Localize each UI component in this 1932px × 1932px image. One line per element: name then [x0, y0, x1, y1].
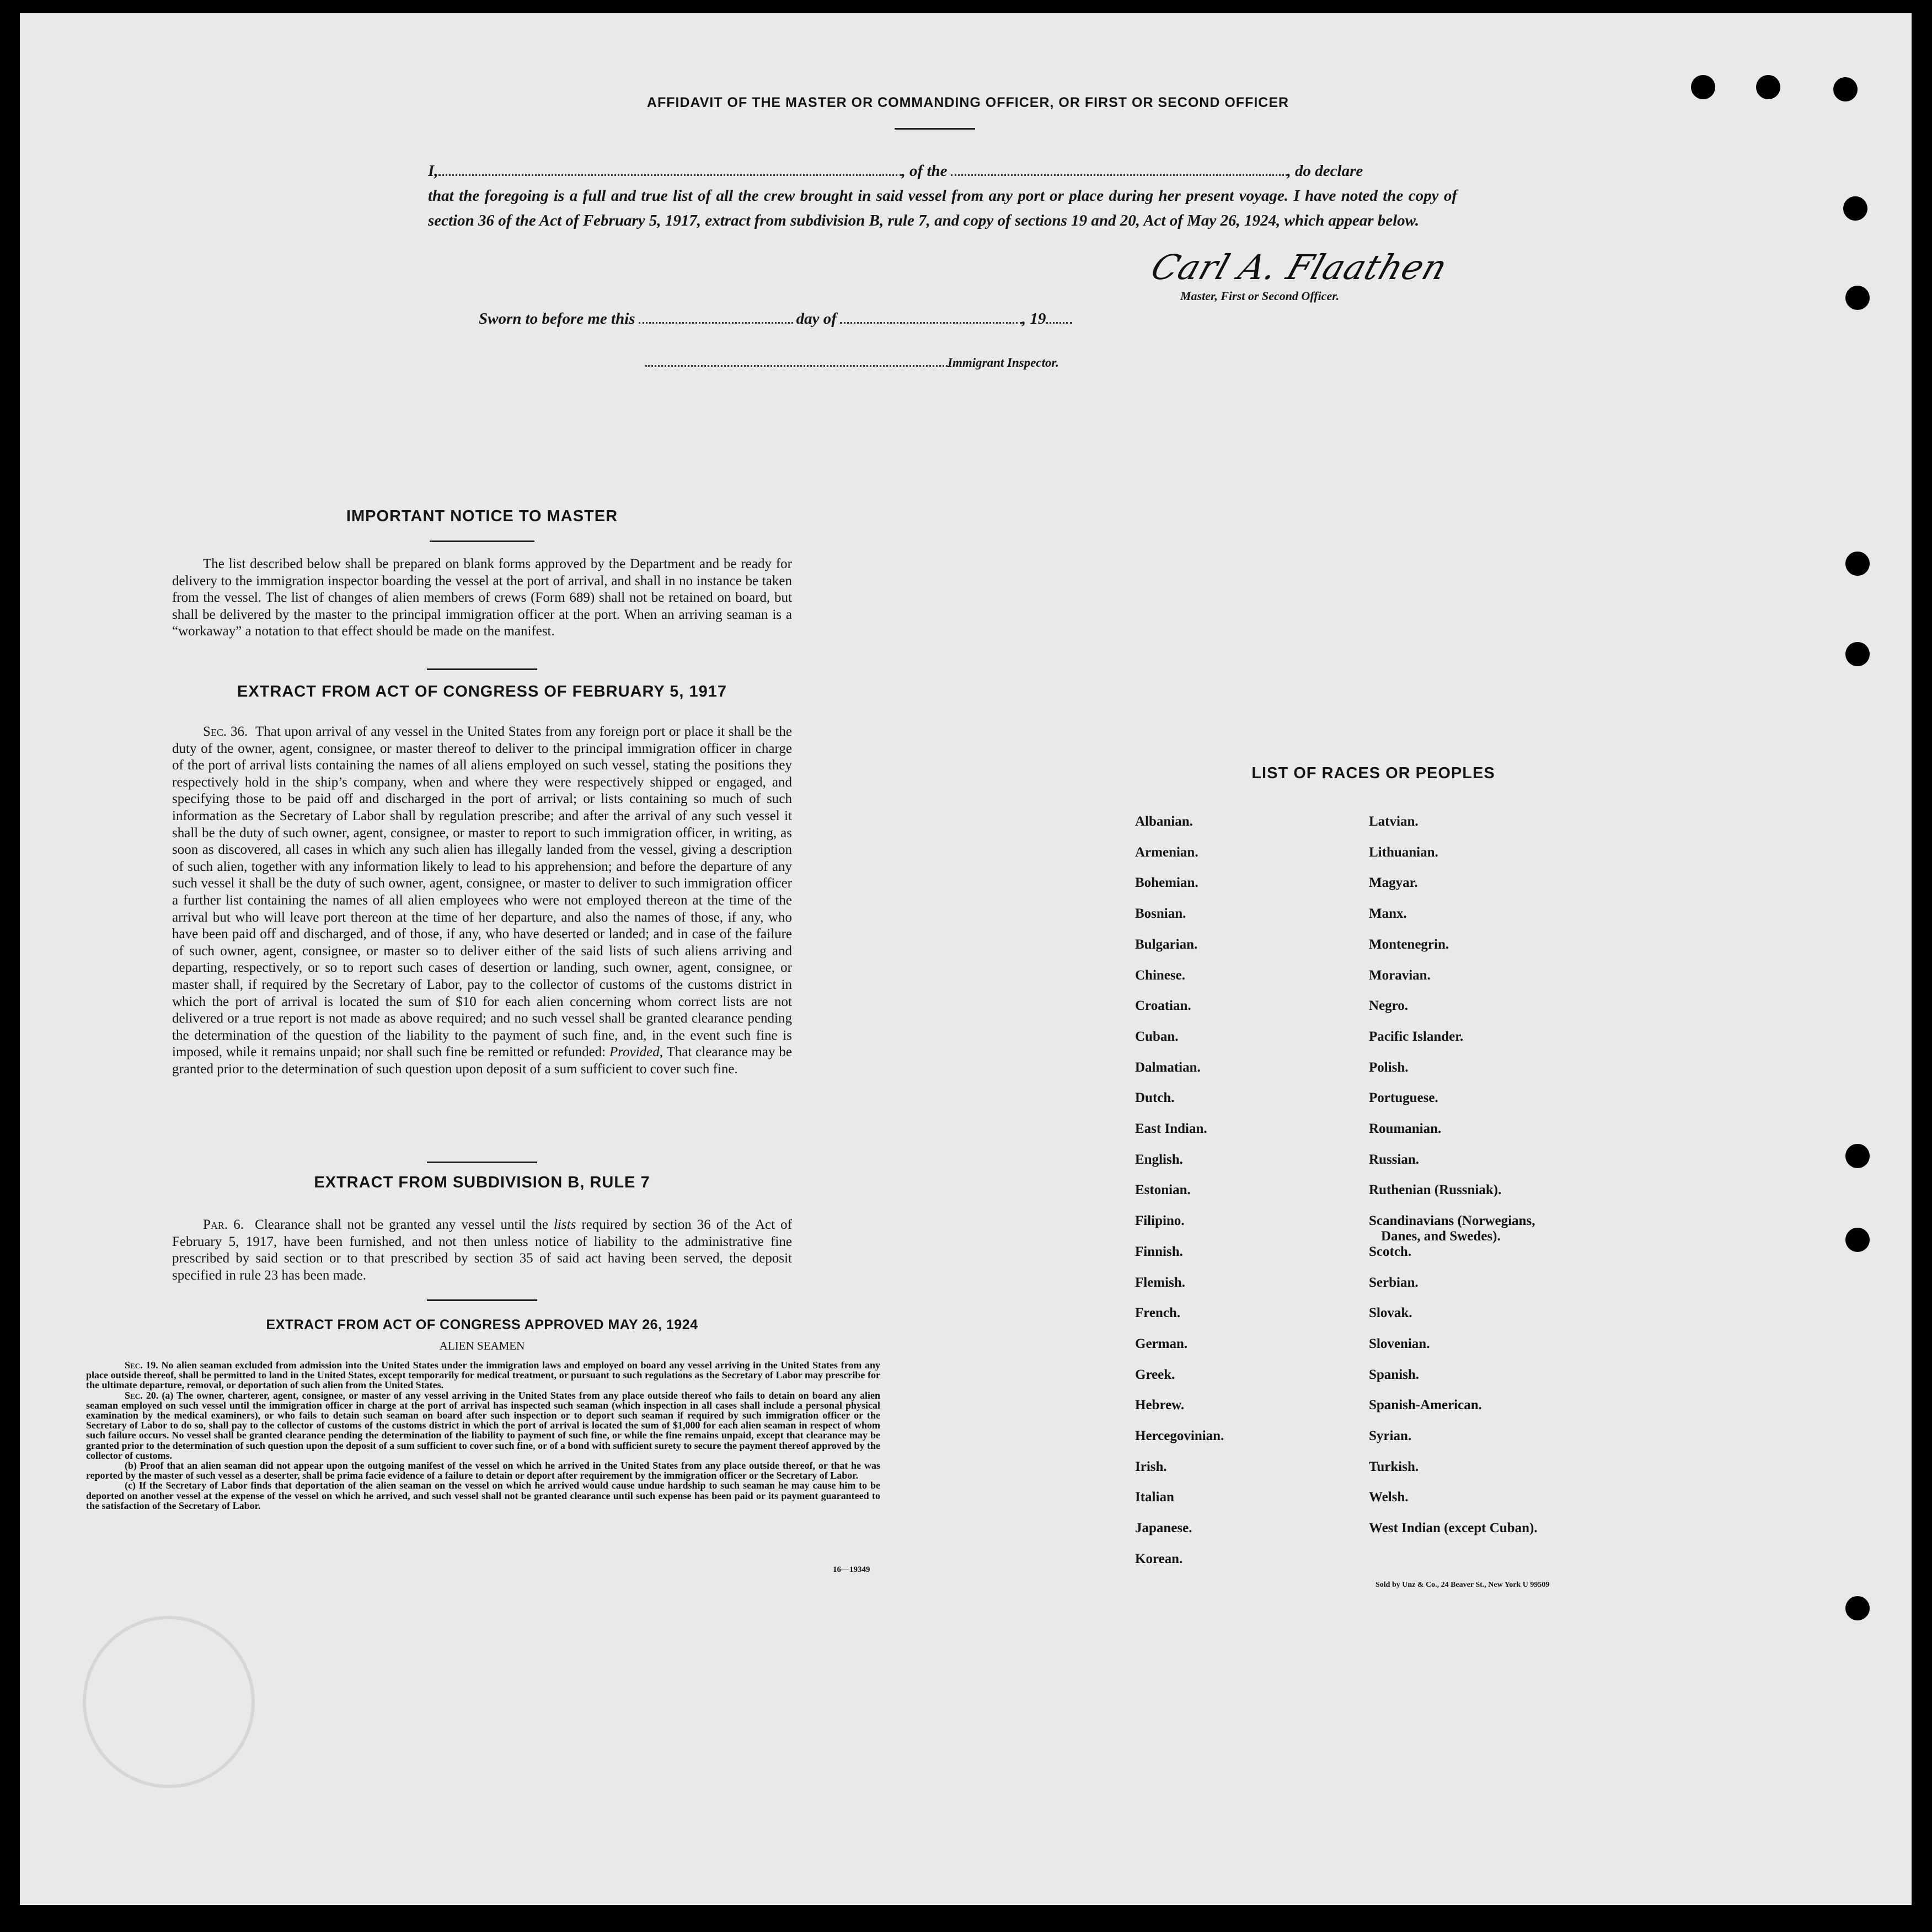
race-item: Lithuanian. [1369, 844, 1438, 860]
punch-hole-4 [1843, 196, 1867, 221]
race-item: Roumanian. [1369, 1121, 1442, 1136]
notice-body: The list described below shall be prepared on blank forms approved by the Department and be ready for delivery to the immigration inspector boarding the vessel at the port of arrival, and shall in no instance be taken from the vessel. The list of changes of alien members of crews (Form 689) shall not be retained on board, but shall be delivered by the master to the principal immigration officer at the port. When an arriving seaman is a “workaway” a notation to that effect should be made on the manifest. [172, 556, 792, 639]
race-item: Syrian. [1369, 1428, 1412, 1443]
extract-1917-heading: EXTRACT FROM ACT OF CONGRESS OF FEBRUARY 5, 1917 [237, 683, 727, 700]
rule7-text-a: Clearance shall not be granted any vessel until the [255, 1217, 548, 1232]
inspector-line [645, 353, 1059, 370]
race-item: Scotch. [1369, 1244, 1412, 1259]
race-item: Negro. [1369, 998, 1409, 1014]
affidavit-body: that the foregoing is a full and true list of all the crew brought in said vessel from any port or place during her present voyage. I have noted the copy of section 36 of the Act of February 5, 1917, extract from subdivision B, rule 7, and copy of sections 19 and 20, Act of May 26, 1924, which appear below. [428, 187, 1457, 229]
sec-19-text: No alien seaman excluded from admission into the United States under the immigration laws and employed on board any vessel arriving in the United States from any place outside thereof, shall be permitted to land in the United States, except temporarily for medical treatment, or pursuant to such regulations as the Secretary of Labor may prescribe for the ultimate departure, removal, or deportation of such alien from the United States. [86, 1360, 881, 1391]
race-item: East Indian. [1135, 1121, 1207, 1136]
embossed-seal [83, 1616, 255, 1788]
punch-hole-2 [1756, 75, 1780, 99]
race-item: Albanian. [1135, 814, 1193, 829]
affidavit-i-label: I, [428, 162, 438, 180]
race-item: English. [1135, 1152, 1183, 1167]
race-item: Slovak. [1369, 1305, 1412, 1321]
race-item: Dutch. [1135, 1090, 1175, 1106]
sworn-year-blank[interactable] [1046, 310, 1072, 324]
race-item: Serbian. [1369, 1275, 1419, 1290]
notice-heading-rule [430, 540, 534, 542]
divider-1 [427, 668, 537, 670]
race-item: Spanish. [1369, 1367, 1420, 1382]
alien-seamen-subheading: ALIEN SEAMEN [439, 1339, 525, 1352]
race-item: West Indian (except Cuban). [1369, 1521, 1538, 1536]
race-item: Irish. [1135, 1459, 1167, 1474]
sec-36-label: Sec. 36. [203, 724, 248, 739]
race-item: German. [1135, 1336, 1188, 1351]
sec-20a [86, 1390, 880, 1460]
affidavit-of-the-label: , of the [901, 162, 948, 180]
affidavit-do-declare-label: , do declare [1287, 162, 1363, 180]
inspector-caption: Immigrant Inspector. [948, 356, 1059, 370]
race-item: Croatian. [1135, 998, 1191, 1014]
race-item: Danes, and Swedes). [1381, 1229, 1501, 1244]
race-item: Estonian. [1135, 1182, 1191, 1198]
form-number: 16—19349 [833, 1565, 870, 1574]
race-item: Ruthenian (Russniak). [1369, 1182, 1502, 1198]
race-item: Portuguese. [1369, 1090, 1438, 1106]
par-6-label: Par. 6. [203, 1217, 244, 1232]
race-item: Slovenian. [1369, 1336, 1430, 1351]
rule7-text-b: required by section 36 of the Act of February 5, 1917, have been furnished, and not then unless notice of liability to the administrative fine prescribed by said section or to that prescribed by section 35 of said act having been served, the deposit specified in rule 23 has been made. [172, 1217, 792, 1283]
sec-20c: (c) If the Secretary of Labor finds that deportation of the alien seaman on the vessel on which he arrived would cause undue hardship to such seaman he may cause him to be deported on another vessel at the expense of the vessel on which he arrived, and such vessel shall not be granted clearance until such expense has been paid or its payment guaranteed to the satisfaction of the Secretary of Labor. [86, 1480, 880, 1511]
sec-20-label: Sec. 20. [125, 1389, 159, 1401]
affidavit-declaration-line [428, 159, 1457, 184]
affidavit-heading-rule [895, 128, 975, 130]
notice-heading: IMPORTANT NOTICE TO MASTER [346, 507, 618, 525]
race-item: Russian. [1369, 1152, 1420, 1167]
extract-1924-body [86, 1360, 880, 1511]
race-item: Montenegrin. [1369, 936, 1449, 952]
race-item: Moravian. [1369, 967, 1431, 983]
races-heading: LIST OF RACES OR PEOPLES [1251, 764, 1495, 782]
race-item: Dalmatian. [1135, 1059, 1201, 1075]
race-item: Hercegovinian. [1135, 1428, 1224, 1443]
extract-1924-heading: EXTRACT FROM ACT OF CONGRESS APPROVED MAY 26, 1924 [266, 1317, 698, 1332]
race-item: Hebrew. [1135, 1398, 1185, 1413]
race-item: Manx. [1369, 906, 1407, 922]
race-item: Greek. [1135, 1367, 1175, 1382]
race-item: Polish. [1369, 1059, 1409, 1075]
race-item: Chinese. [1135, 967, 1185, 983]
sworn-line [479, 307, 1072, 331]
printer-line: Sold by Unz & Co., 24 Beaver St., New York U 99509 [1376, 1581, 1550, 1589]
extract-rule7-heading: EXTRACT FROM SUBDIVISION B, RULE 7 [314, 1174, 650, 1191]
divider-2 [427, 1162, 537, 1163]
race-item: Finnish. [1135, 1244, 1183, 1259]
proviso-label: Provided, [609, 1045, 663, 1060]
race-item: Armenian. [1135, 844, 1198, 860]
punch-hole-10 [1845, 1596, 1870, 1620]
punch-hole-5 [1845, 286, 1870, 310]
sec-20a-text: (a) The owner, charterer, agent, consignee, or master of any vessel arriving in the United States from any place outside thereof who fails to detain on board any alien seaman employed on such vessel until the immigration officer in charge at the port of arrival has inspected such seaman (which inspection in all cases shall include a personal physical examination by the medical examiners), or who fails to detain such seaman on board after such inspection or to deport such seaman if required by such immigration officer or the Secretary of Labor to do so, shall pay to the collector of customs of the customs district in which the port of arrival is located the sum of $1,000 for each alien seaman in respect of whom such failure occurs. No vessel shall be granted clearance pending the determination of the liability to payment of such fine, or while the fine remains unpaid, except that clearance may be granted prior to the determination of such question upon the deposit of a sum sufficient to cover such fine, or of a bond with sufficient surety to secure the payment thereof approved by the collector of customs. [86, 1389, 881, 1461]
punch-hole-9 [1845, 1228, 1870, 1252]
proviso-text: That clearance may be granted prior to the determination of such question upon deposit of a sum sufficient to cover such fine. [172, 1045, 792, 1077]
sec-20b: (b) Proof that an alien seaman did not appear upon the outgoing manifest of the vessel on which he arrived in the United States from any place outside thereof, or that he was reported by the master of such vessel as a deserter, shall be prima facie evidence of a failure to detain or deport after requirement by the immigration officer or the Secretary of Labor. [86, 1460, 880, 1481]
punch-hole-8 [1845, 1144, 1870, 1168]
punch-hole-1 [1691, 75, 1715, 99]
race-item: Pacific Islander. [1369, 1029, 1464, 1044]
sworn-year-label: , 19 [1021, 310, 1046, 328]
master-signature: Carl A. Flaathen [1146, 247, 1453, 287]
race-item: Bohemian. [1135, 875, 1198, 891]
race-item: Cuban. [1135, 1029, 1179, 1044]
race-item: Korean. [1135, 1551, 1183, 1566]
punch-hole-7 [1845, 642, 1870, 666]
race-item: Turkish. [1369, 1459, 1419, 1474]
race-item: Flemish. [1135, 1275, 1185, 1290]
extract-rule7-body [172, 1217, 792, 1284]
race-item: Magyar. [1369, 875, 1418, 891]
vessel-blank[interactable] [951, 162, 1287, 176]
sworn-day-of-label: day of [796, 310, 837, 328]
race-item: Bulgarian. [1135, 936, 1198, 952]
inspector-blank[interactable] [645, 353, 948, 367]
sec-19-label: Sec. 19. [125, 1360, 158, 1371]
sworn-prefix: Sworn to before me this [479, 310, 635, 328]
race-item: French. [1135, 1305, 1181, 1321]
extract-1917-body [172, 724, 792, 1078]
punch-hole-3 [1833, 77, 1858, 101]
sworn-month-blank[interactable] [840, 310, 1022, 324]
sworn-day-blank[interactable] [639, 310, 793, 324]
name-blank[interactable] [438, 162, 902, 176]
race-item: Japanese. [1135, 1521, 1192, 1536]
race-item: Welsh. [1369, 1490, 1409, 1505]
race-item: Filipino. [1135, 1213, 1185, 1229]
race-item: Latvian. [1369, 814, 1419, 829]
punch-hole-6 [1845, 552, 1870, 576]
signature-caption: Master, First or Second Officer. [1180, 289, 1340, 303]
race-item: Scandinavians (Norwegians, [1369, 1213, 1535, 1229]
race-item: Spanish-American. [1369, 1398, 1482, 1413]
sec-19 [86, 1360, 880, 1390]
affidavit-heading: AFFIDAVIT OF THE MASTER OR COMMANDING OFFICER, OR FIRST OR SECOND OFFICER [646, 95, 1289, 110]
divider-3 [427, 1299, 537, 1301]
sec-36-text: That upon arrival of any vessel in the United States from any foreign port or place it shall be the duty of the owner, agent, consignee, or master thereof to deliver to the principal immigration officer in charge of the port of arrival lists containing the names of all aliens employed on such vessel, stating the positions they respectively hold in the ship’s company, when and where they were respectively shipped or engaged, and specifying those to be paid off and discharged in the port of arrival; or lists containing so much of such information as the Secretary of Labor shall by regulation prescribe; and after the arrival of any such vessel it shall be the duty of such owner, agent, consignee, or master to report to such immigration officer, in writing, as soon as discovered, all cases in which any such alien has illegally landed from the vessel, giving a description of such alien, together with any information likely to lead to his apprehension; and before the departure of any such vessel it shall be the duty of such owner, agent, consignee, or master to deliver to such immigration officer a further list containing the names of all alien employees who were not employed thereon at the time of the arrival but who will leave port thereon at the time of her departure, and also the names of those, if any, who have been paid off and discharged, and of those, if any, who have deserted or landed; and in case of the failure of such owner, agent, consignee, or master so to deliver either of the said lists of such aliens arriving and departing, respectively, or so to report such cases of desertion or landing, such owner, agent, consignee, or master shall, if required by the Secretary of Labor, pay to the collector of customs of the customs district in which the port of arrival is located the sum of $10 for each alien concerning whom correct lists are not delivered or a true report is not made as above required; and no such vessel shall be granted clearance pending the determination of the question of the liability to the payment of such fine, and, in the event such fine is imposed, while it remains unpaid; nor shall such fine be remitted or refunded: [172, 724, 793, 1060]
race-item: Bosnian. [1135, 906, 1186, 922]
rule7-lists-word: lists [554, 1217, 576, 1232]
race-item: Italian [1135, 1490, 1174, 1505]
